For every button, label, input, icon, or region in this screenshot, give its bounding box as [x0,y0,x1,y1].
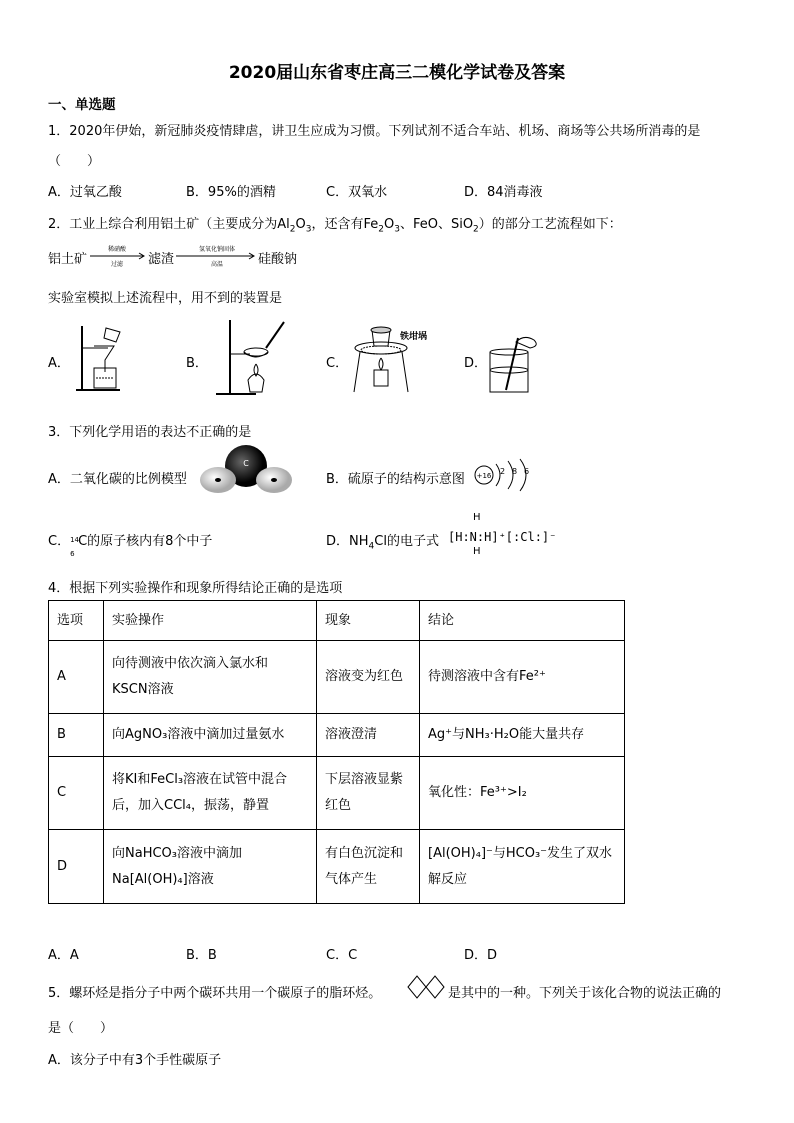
shell-1-label: 2 [500,467,506,476]
table-cell: C [49,757,104,830]
page-title: 2020届山东省枣庄高三二模化学试卷及答案 [228,63,566,83]
q5-stem-c: 是（ ） [48,1021,114,1036]
q4-table [48,600,625,904]
q3-option-d: D．$NH_4Cl$的电子式 [326,534,439,552]
filtration-apparatus-icon [70,322,126,394]
table-cell: 向待测液中依次滴入氯水和 KSCN溶液 [104,641,317,714]
flow-arrow1-top: 稀硝酸 [107,246,126,253]
table-row [49,641,625,714]
table-header: 实验操作 [104,601,317,641]
q4-option-a: A．A [48,948,79,963]
table-cell: 待测溶液中含有Fe²⁺ [420,641,625,714]
q3-option-b: B．硫原子的结构示意图 [326,472,465,487]
q2-label-c: C． [326,356,349,371]
evaporation-apparatus-icon [210,318,290,398]
shell-2-label: 8 [512,467,518,476]
table-cell: [Al(OH)₄]⁻与HCO₃⁻发生了双水 解反应 [420,830,625,904]
table-cell: 有白色沉淀和 气体产生 [317,830,420,904]
q1-option-b: B．95%的酒精 [186,185,276,200]
table-cell: Ag⁺与NH₃·H₂O能大量共存 [420,714,625,757]
table-cell: 溶液变为红色 [317,641,420,714]
table-header: 现象 [317,601,420,641]
q2-stem: 2．工业上综合利用铝土矿（主要成分为$Al_2O_3$，还含有$Fe_2O_3$、FeO、SiO$_2$）的部分工艺流程如下： [48,217,622,235]
q5-stem-a: 5．螺环烃是指分子中两个碳环共用一个碳原子的脂环烃。 [48,986,382,1001]
nh4cl-bottom-h: H [473,546,481,557]
flow-mid: 滤渣 [148,252,175,267]
table-row [49,830,625,904]
q2-label-a: A． [48,356,70,371]
table-header-row [49,601,625,641]
flow-arrow2-bottom: 高温 [210,261,223,268]
table-cell: 氧化性：Fe³⁺>I₂ [420,757,625,830]
co2-model-letter: C [243,459,249,468]
q1-option-c: C．双氧水 [326,185,388,200]
q1-option-a: A．过氧乙酸 [48,185,122,200]
q5-option-a: A．该分子中有3个手性碳原子 [48,1053,222,1068]
section-heading: 一、单选题 [48,97,116,113]
spiro-compound-structure-icon [406,974,446,1000]
table-cell: A [49,641,104,714]
q1-option-d: D．84消毒液 [464,185,543,200]
q3-option-a: A．二氧化碳的比例模型 [48,472,187,487]
q4-option-b: B．B [186,948,217,963]
q4-option-c: C．C [326,948,358,963]
flow-arrow1-bottom: 过滤 [110,261,123,268]
beaker-stirring-icon [484,332,548,396]
table-cell: 溶液澄清 [317,714,420,757]
table-cell: 将KI和FeCl₃溶液在试管中混合 后，加入CCl₄，振荡，静置 [104,757,317,830]
table-row [49,757,625,830]
co2-ratio-model-icon [198,444,294,496]
nh4cl-electron-formula: [H:N:H]⁺[:Cl:]⁻ [448,530,557,544]
flow-arrow2-top: 氢氧化钠固体 [198,246,235,253]
q3-option-c: C． 14 6 C的原子核内有8个中子 [48,534,213,558]
nh4cl-top-h: H [473,512,481,523]
table-header: 选项 [49,601,104,641]
q2-label-b: B． [186,356,208,371]
table-cell: 向NaHCO₃溶液中滴加 Na[Al(OH)₄]溶液 [104,830,317,904]
shell-3-label: 6 [524,467,530,476]
q1-blank: （ ） [48,154,101,169]
table-cell: B [49,714,104,757]
flow-end: 硅酸钠 [258,252,298,267]
table-cell: D [49,830,104,904]
crucible-label: 铁坩埚 [400,332,428,342]
q5-stem-b: 是其中的一种。下列关于该化合物的说法正确的 [448,986,722,1001]
q1-stem: 1．2020年伊始，新冠肺炎疫情肆虐，讲卫生应成为习惯。下列试剂不适合车站、机场、商场等公共场所消毒的是 [48,124,701,139]
q3-stem: 3．下列化学用语的表达不正确的是 [48,425,252,440]
flow-start: 铝土矿 [48,252,88,267]
q4-option-d: D．D [464,948,498,963]
table-cell: 向AgNO₃溶液中滴加过量氨水 [104,714,317,757]
sulfur-nucleus-label: +16 [476,472,492,480]
table-header: 结论 [420,601,625,641]
q2-label-d: D． [464,356,488,371]
table-row [49,714,625,757]
table-cell: 下层溶液显紫 红色 [317,757,420,830]
sulfur-atom-diagram-icon [474,458,534,492]
q2-question: 实验室模拟上述流程中，用不到的装置是 [48,291,283,306]
q4-stem: 4．根据下列实验操作和现象所得结论正确的是选项 [48,581,343,596]
